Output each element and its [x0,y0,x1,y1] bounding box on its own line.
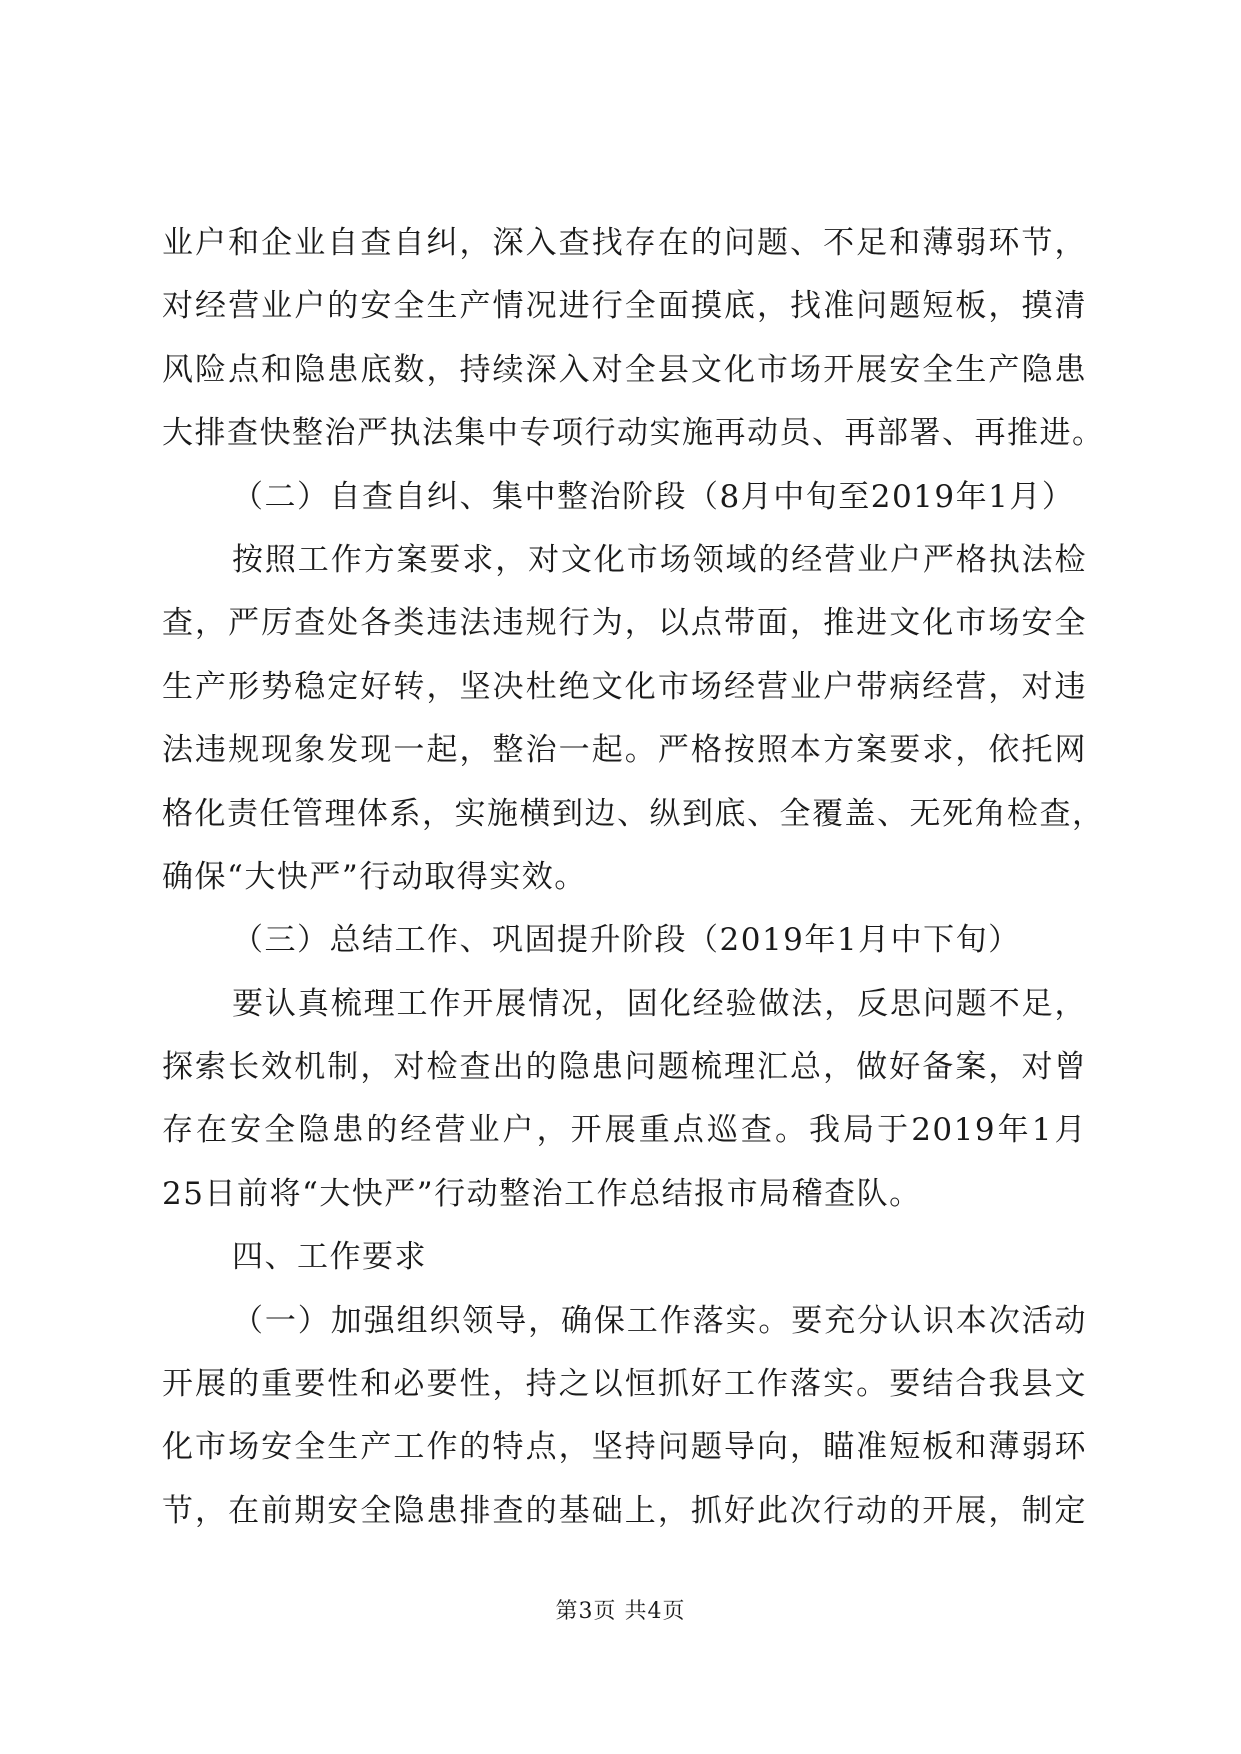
text-line: 法违规现象发现一起，整治一起。严格按照本方案要求，依托网 [162,732,1087,769]
page-footer: 第3页 共4页 [555,1599,686,1624]
text-line: 确保“大快严”行动取得实效。 [162,858,587,895]
section-heading: （二）自查自纠、集中整治阶段（8月中旬至2019年1月） [232,478,1075,515]
text-line: 风险点和隐患底数，持续深入对全县文化市场开展安全生产隐患 [162,351,1087,388]
text-line: （一）加强组织领导，确保工作落实。要充分认识本次活动 [232,1302,1087,1339]
text-line: 生产形势稳定好转，坚决杜绝文化市场经营业户带病经营，对违 [162,668,1087,705]
section-heading: （三）总结工作、巩固提升阶段（2019年1月中下旬） [232,922,1021,959]
text-line: 25日前将“大快严”行动整治工作总结报市局稽查队。 [162,1175,922,1212]
text-line: 化市场安全生产工作的特点，坚持问题导向，瞄准短板和薄弱环 [162,1429,1087,1466]
body-text [162,212,1105,1543]
text-line: 按照工作方案要求，对文化市场领域的经营业户严格执法检 [232,541,1087,578]
text-line: 业户和企业自查自纠，深入查找存在的问题、不足和薄弱环节， [162,225,1087,261]
section-heading: 四、工作要求 [232,1239,427,1276]
text-line: 存在安全隐患的经营业户，开展重点巡查。我局于2019年1月 [162,1112,1087,1149]
text-line: 节，在前期安全隐患排查的基础上，抓好此次行动的开展，制定 [162,1492,1087,1529]
text-line: 对经营业户的安全生产情况进行全面摸底，找准问题短板，摸清 [162,288,1087,325]
text-line: 探索长效机制，对检查出的隐患问题梳理汇总，做好备案，对曾 [162,1049,1087,1086]
text-line: 要认真梳理工作开展情况，固化经验做法，反思问题不足， [232,985,1087,1022]
text-line: 大排查快整治严执法集中专项行动实施再动员、再部署、再推进。 [162,415,1105,452]
text-line: 格化责任管理体系，实施横到边、纵到底、全覆盖、无死角检查， [162,795,1105,832]
text-line: 开展的重要性和必要性，持之以恒抓好工作落实。要结合我县文 [162,1366,1087,1403]
text-line: 查，严厉查处各类违法违规行为，以点带面，推进文化市场安全 [162,605,1087,642]
